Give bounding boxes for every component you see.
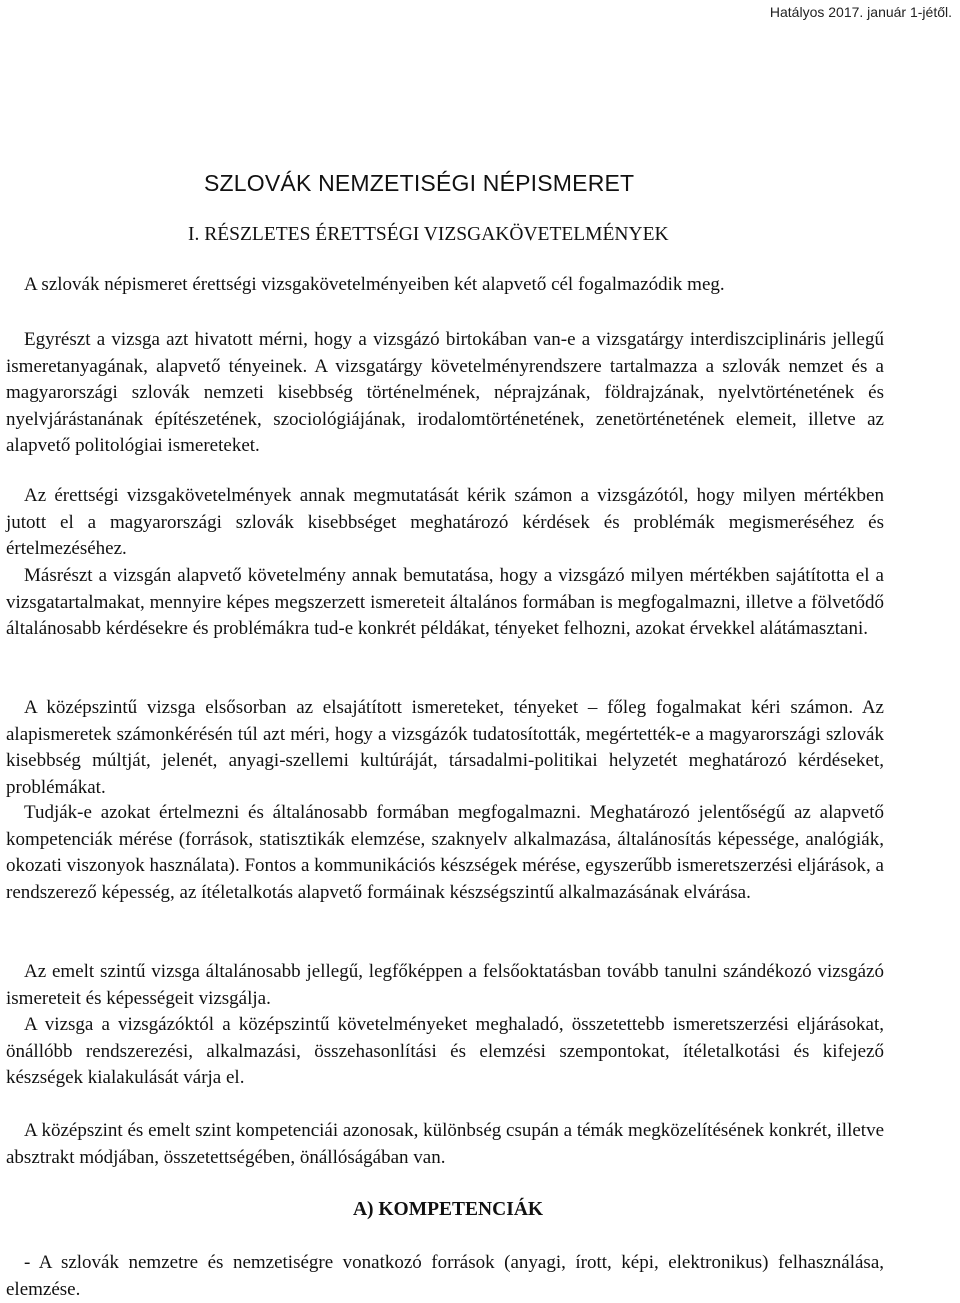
paragraph-competencies	[6, 800, 884, 906]
paragraph-requirements	[6, 483, 884, 563]
paragraph-text: Az emelt szintű vizsga általánosabb jellegű, legfőképpen a felsőoktatásban tovább tanulni szándékozó vizsgázó ismereteit és képességeit vizsgálja.	[6, 961, 884, 1009]
paragraph-text: A középszint és emelt szint kompetenciái azonosak, különbség csupán a témák megközelítésének konkrét, illetve absztrakt módjában, összetettségében, önállóságában van.	[6, 1120, 884, 1168]
paragraph-medium-level	[6, 695, 884, 801]
paragraph-text: A középszintű vizsga elsősorban az elsajátított ismereteket, tényeket – főleg fogalmakat kéri számon. Az alapismeretek számonkérésén túl azt méri, hogy a vizsgázók tudatosították, megértették-e a magyarországi szlovák kisebbség múltját, jelenét, anyagi-szellemi kultúráját, társadalmi-politikai helyzetét meghatározó kérdéseket, problémákat.	[6, 697, 884, 798]
document-subtitle: I. RÉSZLETES ÉRETTSÉGI VIZSGAKÖVETELMÉNYEK	[188, 224, 669, 245]
list-item	[6, 1250, 884, 1303]
document-title: SZLOVÁK NEMZETISÉGI NÉPISMERET	[204, 170, 635, 196]
paragraph-text: A vizsga a vizsgázóktól a középszintű követelményeket meghaladó, összetettebb ismeretszerzési eljárásokat, önállóbb rendszerezési, alkalmazási, összehasonlítási és elemzési szempontokat, ítéletalkotási és kifejező készségek kialakulását várja el.	[6, 1014, 884, 1088]
paragraph-advanced-expectations	[6, 1012, 884, 1092]
section-heading: A) KOMPETENCIÁK	[352, 1199, 544, 1220]
paragraph-text: A szlovák népismeret érettségi vizsgakövetelményeiben két alapvető cél fogalmazódik meg.	[24, 274, 725, 295]
paragraph-text: Másrészt a vizsgán alapvető követelmény annak bemutatása, hogy a vizsgázó milyen mértékben sajátította el a vizsgatartalmakat, mennyire képes megszerzett ismereteit általános formában is megfogalmazni, illetve a fölvetődő általánosabb kérdésekre és problémákra tud-e konkrét példákat, tényeket felhozni, azokat érvekkel alátámasztani.	[6, 565, 884, 639]
paragraph-advanced-level	[6, 959, 884, 1012]
paragraph-text: Az érettségi vizsgakövetelmények annak megmutatását kérik számon a vizsgázótól, hogy milyen mértékben jutott el a magyarországi szlovák kisebbséget meghatározó kérdések és problémák megismeréséhez és értelmezéséhez.	[6, 485, 884, 559]
effective-date-note: Hatályos 2017. január 1-jétől.	[769, 4, 952, 20]
paragraph-text: Egyrészt a vizsga azt hivatott mérni, hogy a vizsgázó birtokában van-e a vizsgatárgy interdiszciplináris jellegű ismeretanyagának, alapvető tényeinek. A vizsgatárgy követelményrendszere tartalmazza a szlovák nemzet és a magyarországi szlovák nemzeti kisebbség történelmének, néprajzának, földrajzának, nyelvtörténetének és nyelvjárástanának építészetének, szociológiájának, irodalomtörténetének, zenetörténetének elemeit, illetve az alapvető politológiai ismereteket.	[6, 329, 884, 456]
paragraph-intro	[6, 272, 884, 299]
paragraph-text: Tudják-e azokat értelmezni és általánosabb formában megfogalmazni. Meghatározó jelentőségű az alapvető kompetenciák mérése (források, statisztikák elemzése, szaknyelv alkalmazása, általánosítás képessége, analógiák, okozati viszonyok használata). Fontos a kommunikációs készségek mérése, egyszerűbb ismeretszerzési eljárások, a rendszerező képesség, az ítéletalkotás alapvető formáinak készségszintű alkalmazásának elvárása.	[6, 802, 884, 903]
paragraph-levels-comparison	[6, 1118, 884, 1171]
paragraph-text: - A szlovák nemzetre és nemzetiségre vonatkozó források (anyagi, írott, képi, elektronikus) felhasználása, elemzése.	[6, 1252, 884, 1300]
paragraph-second-goal	[6, 563, 884, 643]
paragraph-first-goal	[6, 327, 884, 460]
